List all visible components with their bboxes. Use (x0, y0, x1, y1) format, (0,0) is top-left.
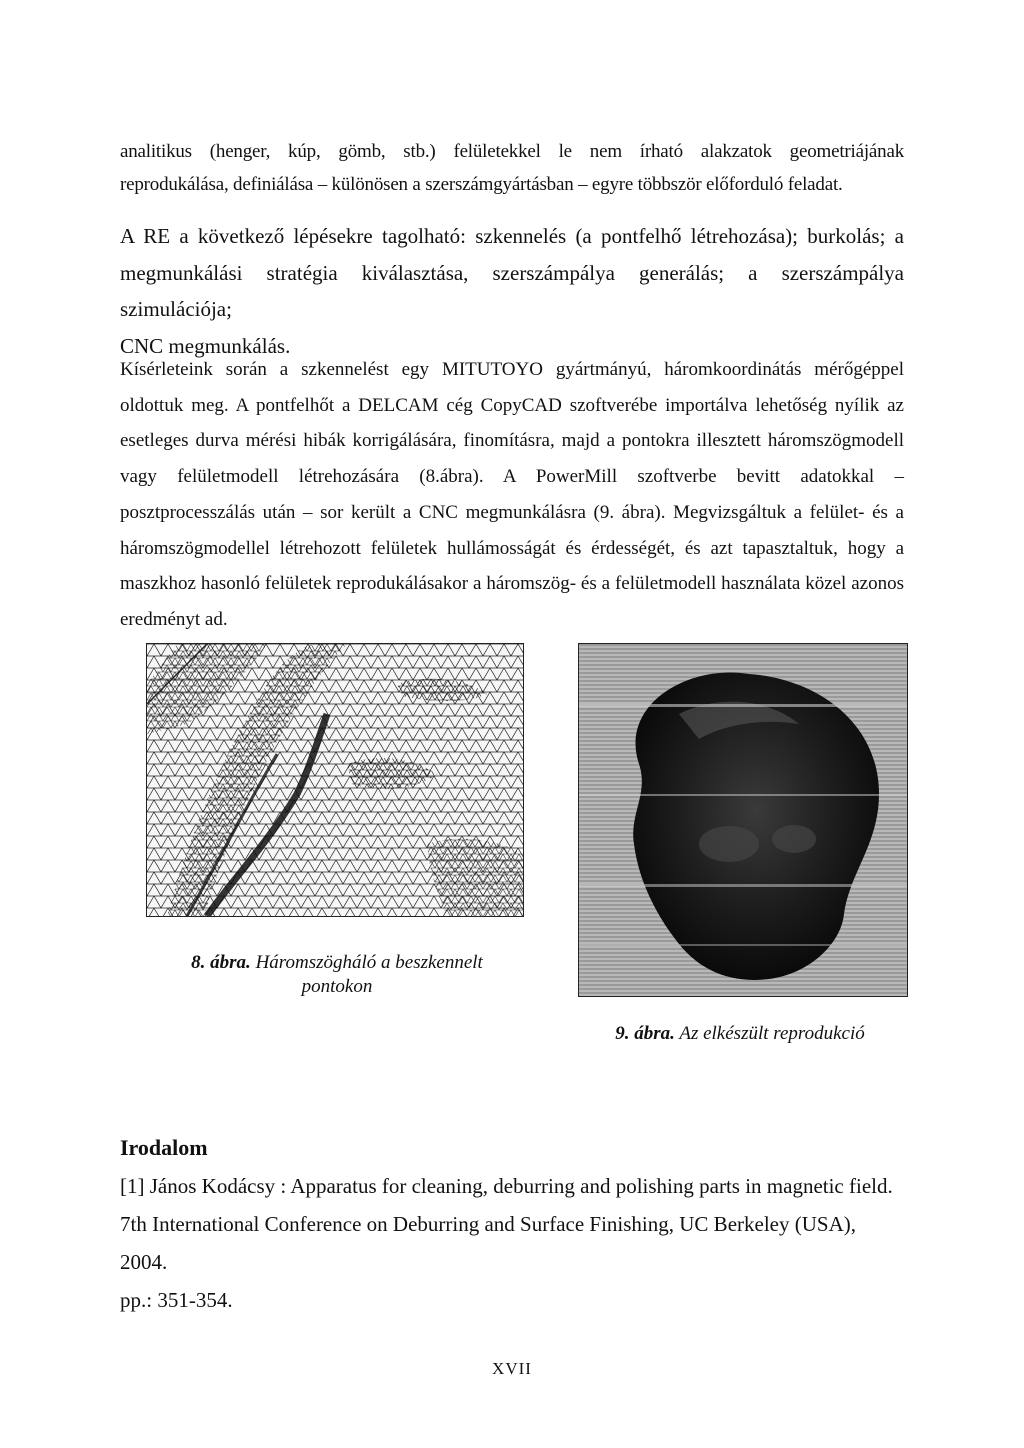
text-line: háromszögmodellel létrehozott felületek hullámosságát és érdességét, és azt tapasztaltuk, hogy a (120, 537, 904, 559)
text-line: maszkhoz hasonló felületek reprodukálásakor a háromszög- és a felületmodell használata közel azonos (120, 573, 904, 595)
paragraph-re-steps (120, 218, 904, 364)
reference-line: János Kodácsy : Apparatus for cleaning, deburring and polishing parts in magnetic field. (149, 1174, 893, 1198)
text-line: analitikus (henger, kúp, gömb, stb.) felületekkel le nem írható alakzatok geometriájának (120, 141, 904, 162)
figure-8-caption-text: Háromszögháló a beszkennelt (255, 952, 483, 973)
text-line: esetleges durva mérési hibák korrigálására, finomításra, majd a pontokra illesztett háromszögmodell (120, 430, 904, 452)
figure-9-reproduction-photo (578, 643, 908, 997)
page-number: XVII (492, 1359, 532, 1378)
reference-number: [1] (120, 1174, 145, 1198)
figure-8-label: 8. ábra. (191, 952, 251, 973)
text-line: reprodukálása, definiálása – különösen a szerszámgyártásban – egyre többször előforduló feladat. (120, 174, 843, 195)
figure-9-caption (560, 1022, 920, 1046)
triangle-mesh-image (147, 644, 523, 916)
paragraph-intro (120, 135, 904, 201)
figure-8-caption (160, 951, 514, 999)
figure-8-caption-text-2: pontokon (301, 976, 373, 997)
reproduction-photo-image (579, 644, 907, 996)
text-line: A RE a következő lépésekre tagolható: szkennelés (a pontfelhő létrehozása); burkolás; a (120, 224, 904, 248)
text-line: vagy felületmodell létrehozására (8.ábra). A PowerMill szoftverbe bevitt adatokkal – (120, 466, 904, 488)
references-heading: Irodalom (120, 1135, 208, 1160)
reference-item (120, 1167, 904, 1319)
reference-line: pp.: 351-354. (120, 1288, 233, 1312)
text-line: oldottuk meg. A pontfelhőt a DELCAM cég CopyCAD szoftverébe importálva lehetőség nyílik az (120, 394, 904, 416)
text-line: posztprocesszálás után – sor került a CNC megmunkálásra (9. ábra). Megvizsgáltuk a felület- és a (120, 501, 904, 523)
text-line: CNC megmunkálás. (120, 333, 291, 358)
text-line: Kísérleteink során a szkennelést egy MITUTOYO gyártmányú, háromkoordinátás mérőgéppel (120, 359, 904, 380)
figure-8-triangle-mesh (146, 643, 524, 917)
figure-9-caption-text: Az elkészült reprodukció (679, 1023, 865, 1044)
text-line: eredményt ad. (120, 608, 228, 630)
text-line: megmunkálási stratégia kiválasztása, szerszámpálya generálás; a szerszámpálya szimulációja; (120, 260, 904, 321)
reference-line: 7th International Conference on Deburring and Surface Finishing, UC Berkeley (USA), 2004. (120, 1212, 856, 1274)
figure-9-label: 9. ábra. (615, 1023, 675, 1044)
paragraph-experiments (120, 352, 904, 638)
